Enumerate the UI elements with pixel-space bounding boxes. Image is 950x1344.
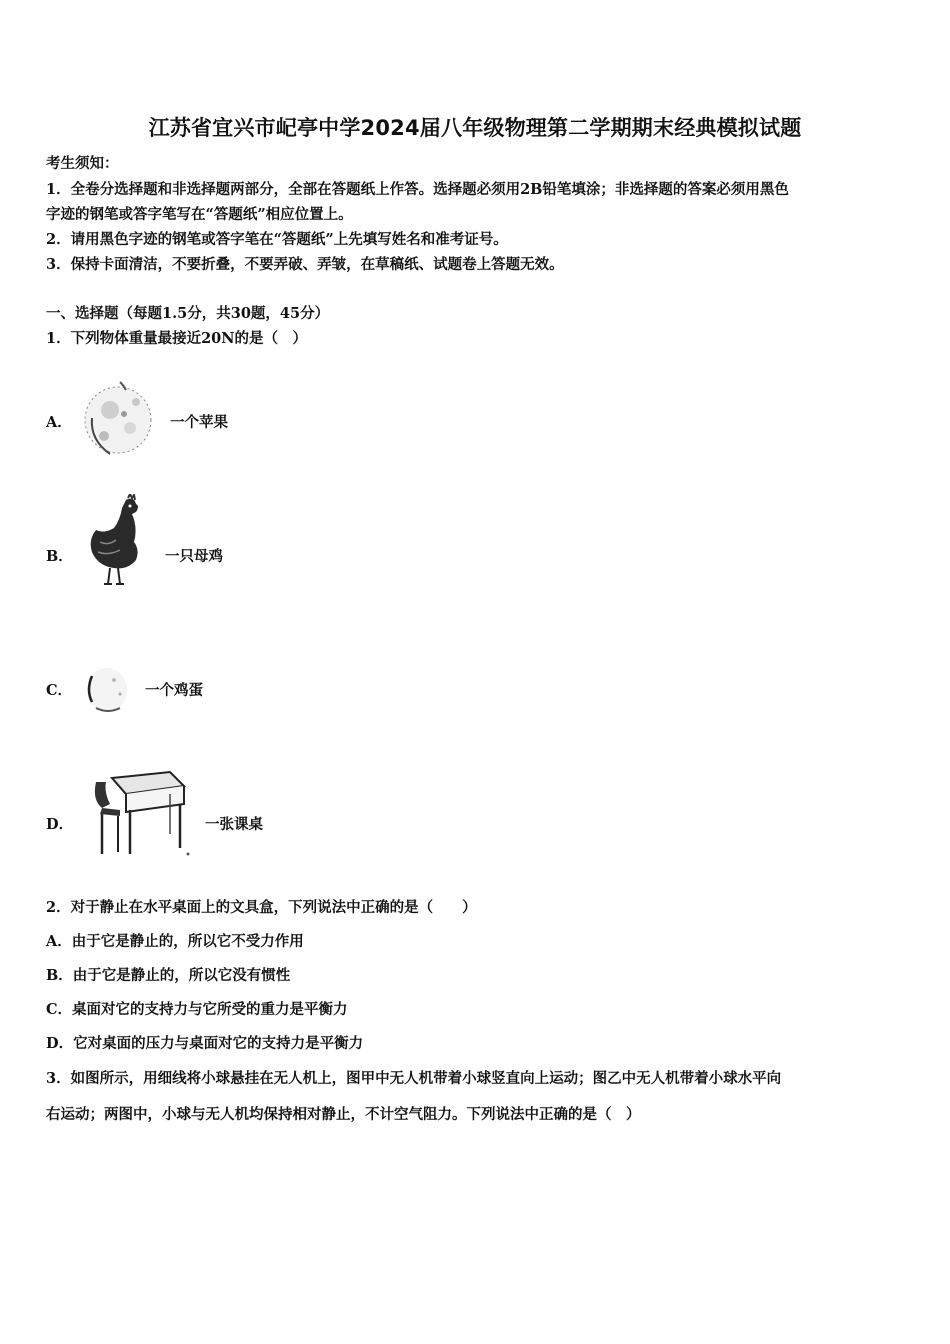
page-title: 江苏省宜兴市屺亭中学2024届八年级物理第二学期期末经典模拟试题	[148, 116, 802, 140]
section-heading: 一、选择题（每题1.5分，共30题，45分）	[46, 305, 330, 322]
question-3-stem-continued: 右运动；两图中，小球与无人机均保持相对静止，不计空气阻力。下列说法中正确的是（ ）	[46, 1106, 641, 1123]
q1-option-d-text: 一张课桌	[205, 816, 263, 833]
notice-item: 1．全卷分选择题和非选择题两部分，全部在答题纸上作答。选择题必须用2B铅笔填涂；非选择题的答案必须用黑色	[46, 181, 789, 198]
q1-option-b-text: 一只母鸡	[165, 548, 223, 565]
apple-icon	[80, 378, 158, 462]
question-1-stem: 1．下列物体重量最接近20N的是（ ）	[46, 330, 308, 347]
q1-option-b-label: B．	[46, 548, 73, 565]
q1-option-c-text: 一个鸡蛋	[145, 682, 203, 699]
notice-item: 3．保持卡面清洁，不要折叠，不要弄破、弄皱，在草稿纸、试题卷上答题无效。	[46, 256, 564, 273]
q1-option-a-label: A．	[46, 414, 72, 431]
question-2-stem: 2．对于静止在水平桌面上的文具盒，下列说法中正确的是（ ）	[46, 899, 477, 916]
notice-item: 2．请用黑色字迹的钢笔或答字笔在“答题纸”上先填写姓名和准考证号。	[46, 231, 508, 248]
q2-option-d: D．它对桌面的压力与桌面对它的支持力是平衡力	[46, 1035, 364, 1052]
q1-option-c-label: C．	[46, 682, 73, 699]
q2-option-a: A．由于它是静止的，所以它不受力作用	[46, 933, 304, 950]
question-3-stem: 3．如图所示，用细线将小球悬挂在无人机上，图甲中无人机带着小球竖直向上运动；图乙中无人机带着小球水平向	[46, 1070, 782, 1087]
q1-option-d-label: D．	[46, 816, 74, 833]
q2-option-b: B．由于它是静止的，所以它没有惯性	[46, 967, 291, 984]
q2-option-c: C．桌面对它的支持力与它所受的重力是平衡力	[46, 1001, 348, 1018]
desk-icon	[90, 764, 192, 860]
notice-heading: 考生须知：	[46, 155, 119, 172]
hen-icon	[84, 494, 146, 590]
egg-icon	[82, 664, 132, 716]
notice-item: 字迹的钢笔或答字笔写在“答题纸”相应位置上。	[46, 206, 353, 223]
q1-option-a-text: 一个苹果	[170, 414, 228, 431]
